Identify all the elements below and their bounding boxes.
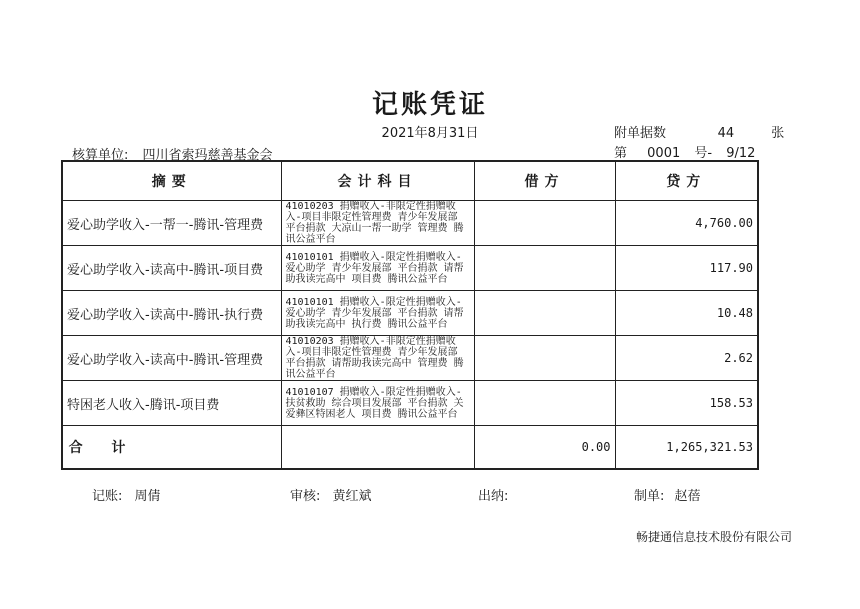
voucher-no-suffix: 号- — [694, 146, 713, 161]
voucher-title: 记账凭证 — [371, 90, 488, 120]
attachments-info — [614, 122, 784, 141]
total-credit: 1,265,321.53 — [615, 426, 758, 470]
table-row — [62, 201, 758, 246]
row-summary: 特困老人收入-腾讯-项目费 — [62, 381, 281, 426]
table-row — [62, 291, 758, 336]
bookkeeper — [92, 485, 161, 504]
row-account: 41010101 捐赠收入-限定性捐赠收入-爱心助学 青少年发展部 平台捐款 请帮助我读完高中 项目费 腾讯公益平台 — [281, 246, 474, 291]
total-row — [62, 426, 758, 470]
table-row — [62, 336, 758, 381]
row-account: 41010203 捐赠收入-非限定性捐赠收入-项目非限定性管理费 青少年发展部 平台捐款 请帮助我读完高中 管理费 腾讯公益平台 — [281, 336, 474, 381]
row-debit — [474, 291, 615, 336]
table-row — [62, 381, 758, 426]
unit-name: 四川省索玛慈善基金会 — [142, 148, 273, 163]
cashier — [478, 485, 516, 504]
row-summary: 爱心助学收入-读高中-腾讯-项目费 — [62, 246, 281, 291]
table-row — [62, 246, 758, 291]
col-credit: 贷方 — [615, 161, 758, 201]
voucher-no: 0001 — [647, 146, 681, 161]
col-debit: 借方 — [474, 161, 615, 201]
cashier-label: 出纳: — [478, 489, 509, 504]
row-summary: 爱心助学收入-读高中-腾讯-执行费 — [62, 291, 281, 336]
row-credit: 117.90 — [615, 246, 758, 291]
auditor — [290, 485, 372, 504]
auditor-label: 审核: — [290, 489, 321, 504]
maker-name: 赵蓓 — [674, 489, 701, 504]
software-company: 畅捷通信息技术股份有限公司 — [635, 530, 792, 544]
col-account: 会计科目 — [281, 161, 474, 201]
voucher-date: 2021年8月31日 — [381, 126, 479, 141]
row-account: 41010101 捐赠收入-限定性捐赠收入-爱心助学 青少年发展部 平台捐款 请帮助我读完高中 执行费 腾讯公益平台 — [281, 291, 474, 336]
bookkeeper-label: 记账: — [92, 489, 123, 504]
maker-label: 制单: — [634, 489, 665, 504]
row-debit — [474, 246, 615, 291]
voucher-table — [61, 160, 759, 470]
bookkeeper-name: 周倩 — [134, 489, 161, 504]
total-label-text: 合 计 — [68, 440, 138, 456]
row-debit — [474, 336, 615, 381]
row-credit: 10.48 — [615, 291, 758, 336]
row-credit: 2.62 — [615, 336, 758, 381]
attachments-unit: 张 — [771, 126, 785, 141]
voucher-no-prefix: 第 — [614, 146, 628, 161]
attachments-label: 附单据数 — [614, 126, 667, 141]
unit-label: 核算单位: — [72, 148, 129, 163]
col-summary: 摘要 — [62, 161, 281, 201]
total-account-blank — [281, 426, 474, 470]
maker — [634, 485, 701, 504]
voucher-number — [614, 142, 755, 161]
row-debit — [474, 201, 615, 246]
row-summary: 爱心助学收入-一帮一-腾讯-管理费 — [62, 201, 281, 246]
row-account: 41010203 捐赠收入-非限定性捐赠收入-项目非限定性管理费 青少年发展部 平台捐款 大凉山一帮一助学 管理费 腾讯公益平台 — [281, 201, 474, 246]
auditor-name: 黄红斌 — [332, 489, 372, 504]
row-account: 41010107 捐赠收入-限定性捐赠收入-扶贫救助 综合项目发展部 平台捐款 关爱彝区特困老人 项目费 腾讯公益平台 — [281, 381, 474, 426]
total-label — [62, 426, 281, 470]
row-credit: 158.53 — [615, 381, 758, 426]
row-summary: 爱心助学收入-读高中-腾讯-管理费 — [62, 336, 281, 381]
attachments-count: 44 — [717, 126, 735, 141]
voucher-page: 9/12 — [726, 146, 756, 161]
row-credit: 4,760.00 — [615, 201, 758, 246]
row-debit — [474, 381, 615, 426]
total-debit: 0.00 — [474, 426, 615, 470]
table-header — [62, 161, 758, 201]
